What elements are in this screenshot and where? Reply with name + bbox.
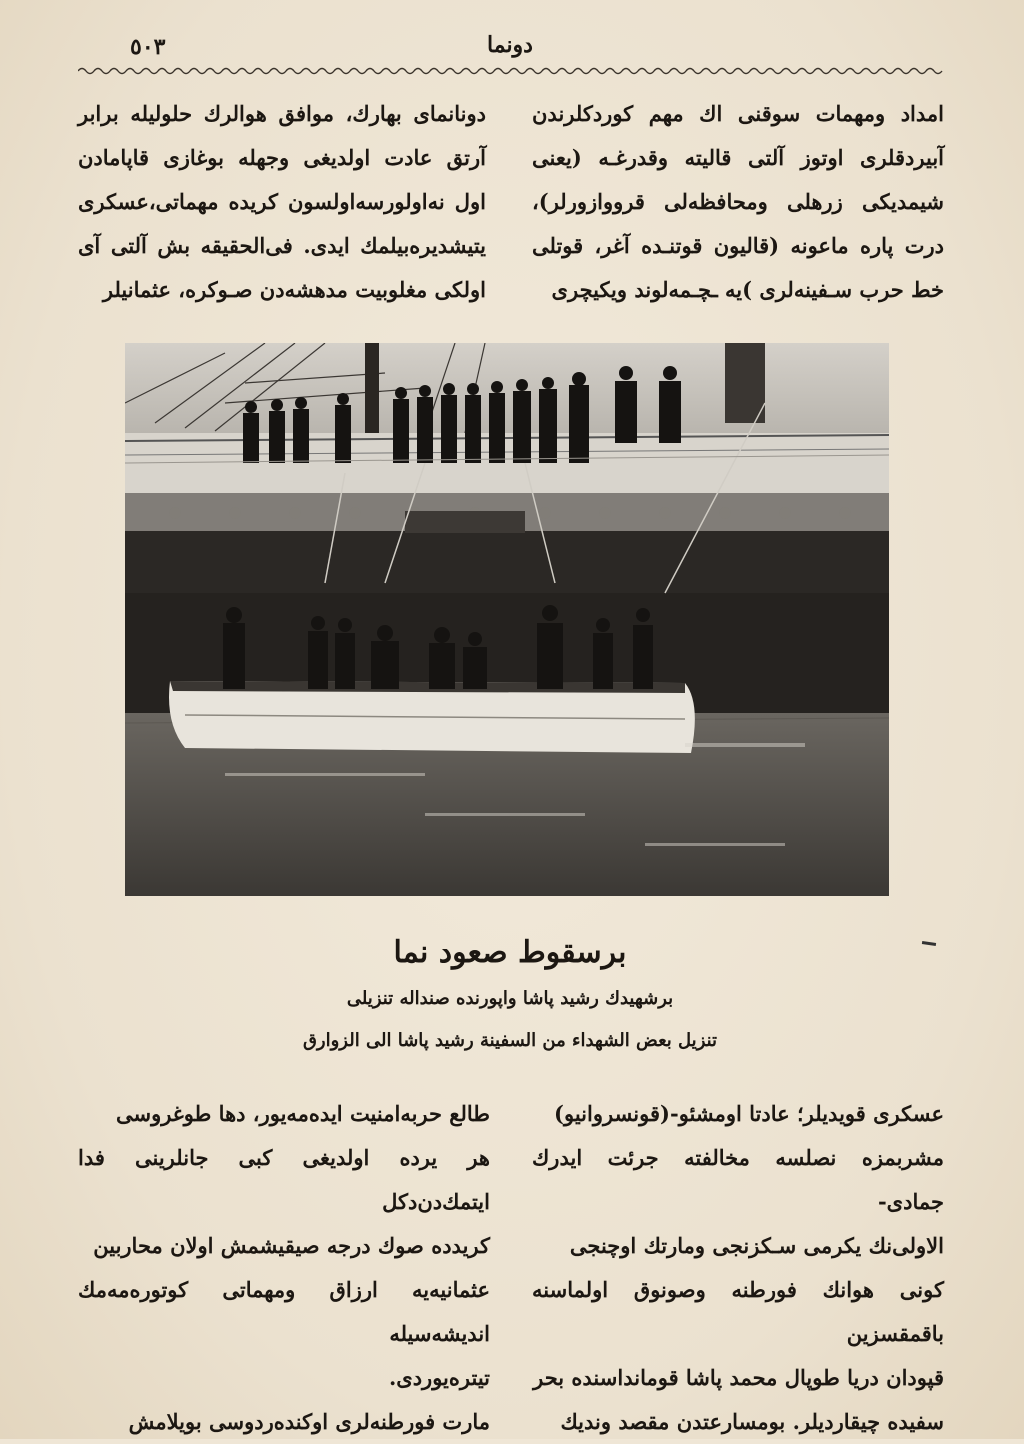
page-header	[80, 28, 940, 68]
photograph-illustration	[125, 343, 889, 896]
text-line: عسكری قويديلر؛ عادتا اومشئو-(قونسروانيو)	[554, 1101, 944, 1126]
caption-line-2: تنزيل بعض الشهداء من السفينة رشيد پاشا الی الزوارق	[302, 1030, 718, 1051]
paragraph: امداد ومهمات سوقنی اك مهم كوردكلرندن آبيردقلری اوتوز آلتی قاليته وقدرغـه (يعنی شيمديكی زرهلی ومحافظه‌لی قروواز‌ورلر)، درت پاره ماعونه (قاليون قوتنـده آغر، قوتلی خط حرب سـفينه‌لری )يه ـچـمه‌لوند ويكيچری	[532, 101, 944, 302]
text-line: مشربمزه نصلسه مخالفته جرئت ايدرك جمادی-	[532, 1145, 944, 1214]
text-line: سفيده چيقارديلر. بومسارعتدن مقصد ونديك	[560, 1409, 944, 1434]
page-number: ٥٠٣	[130, 34, 166, 60]
paragraph: دونانمای بهارك، موافق هوالرك حلوليله برابر آرتق عادت اولديغی وجهله بوغازی قاپامادن اول نه‌اولورسه‌اولسون كريده مهماتی،عسكری يتيشديره‌بيلمك ايدی. فی‌الحقيقه بش آلتی آی اولكی مغلوبيت مدهشه‌دن صـوكره، عثمانيلر	[78, 101, 486, 302]
text-line: تيتره‌يوردی.	[388, 1365, 490, 1390]
text-column-bottom-right	[532, 1092, 944, 1444]
running-title: دونما	[487, 32, 533, 58]
margin-mark	[922, 941, 936, 946]
ship-photograph	[125, 343, 889, 896]
text-line: هر يرده اولديغی كبی جانلرينی فدا ايتمك‌دن‌دكل	[78, 1145, 490, 1214]
caption-line-1: برشهيدك رشيد پاشا واپورنده صنداله تنزيلی	[346, 988, 674, 1009]
text-column-bottom-left	[78, 1092, 490, 1444]
text-line: كريدده صوك درجه صيقيشمش اولان محاربين	[93, 1233, 490, 1258]
text-line: كونی هوانك فورطنه وصو‌نوق اولماسنه باقمقسزين	[532, 1277, 944, 1346]
text-line: قپودان دريا طوپال محمد پاشا قوماندا‌سنده بحر	[533, 1365, 944, 1390]
text-line: الاولی‌نك يكرمی سـكزنجی ومارتك اوچنجی	[569, 1233, 944, 1258]
text-line: مارت فورطنه‌لری اوكنده‌ردوسی بويلامش	[128, 1409, 490, 1434]
text-line: عثمانيه‌يه ارزاق ومهماتی كوتوره‌مه‌مك انديشه‌سيله	[78, 1277, 490, 1346]
text-line: طالع حربه‌امنيت ايده‌مه‌يور، دها طوغروسی	[115, 1101, 490, 1126]
text-column-top-left	[78, 92, 486, 312]
header-wavy-rule	[78, 66, 946, 76]
text-column-top-right	[532, 92, 944, 312]
caption-title: برسقوط صعود نما	[393, 935, 627, 970]
